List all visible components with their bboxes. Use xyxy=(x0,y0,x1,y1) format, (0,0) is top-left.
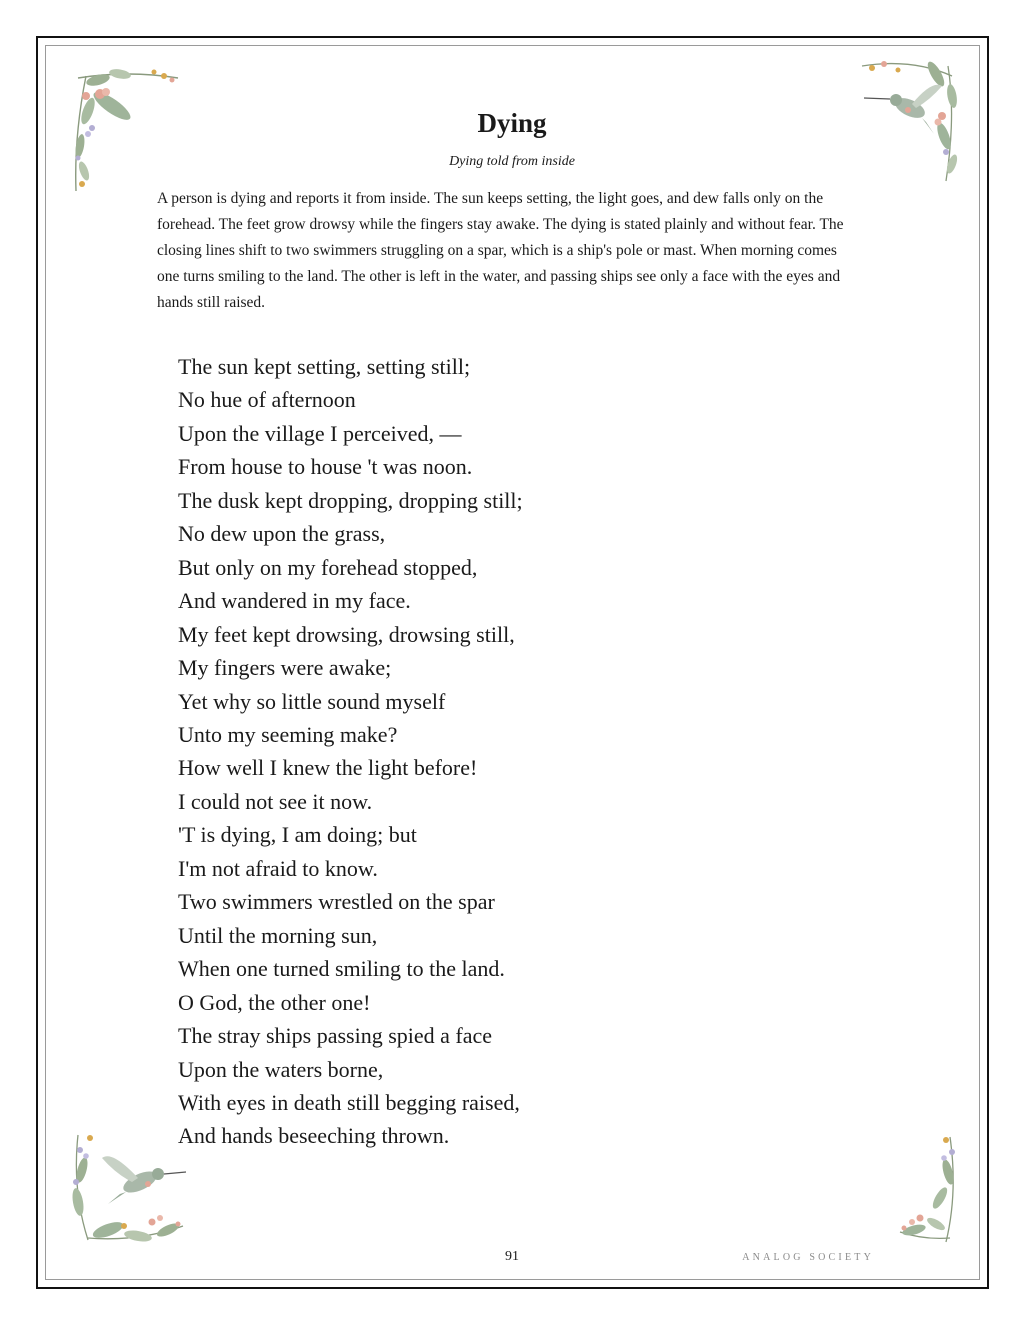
poem-line: But only on my forehead stopped, xyxy=(178,554,478,580)
poem-line: O God, the other one! xyxy=(178,989,371,1015)
poem-text xyxy=(178,350,523,1153)
poem-line: The dusk kept dropping, dropping still; xyxy=(178,487,523,513)
poem-line: Upon the waters borne, xyxy=(178,1056,384,1082)
hummingbird-floral-bottom-left-icon xyxy=(68,1130,193,1245)
poem-line: From house to house 't was noon. xyxy=(178,454,473,480)
page-subtitle: Dying told from inside xyxy=(449,154,575,169)
poem-line: 'T is dying, I am doing; but xyxy=(178,822,417,848)
footer-brand: ANALOG SOCIETY xyxy=(742,1252,874,1263)
poem-line: Upon the village I perceived, — xyxy=(178,420,462,446)
poem-line: I'm not afraid to know. xyxy=(178,855,378,881)
poem-summary: A person is dying and reports it from inside. The sun keeps setting, the light goes, and dew falls only on the forehead. The feet grow drowsy while the fingers stay awake. The dying is stated plainly and without fear. The closing lines shift to two swimmers struggling on a spar, which is a ship's pole or mast. When morning comes one turns smiling to the land. The other is left in the water, and passing ships see only a face with the eyes and hands still raised. xyxy=(157,190,844,311)
poem-line: Unto my seeming make? xyxy=(178,721,398,747)
poem-line: My feet kept drowsing, drowsing still, xyxy=(178,621,515,647)
poem-line: No dew upon the grass, xyxy=(178,521,386,547)
page-title: Dying xyxy=(477,108,547,138)
poem-line: Until the morning sun, xyxy=(178,922,378,948)
poem-line: And wandered in my face. xyxy=(178,588,411,614)
poem-line: The stray ships passing spied a face xyxy=(178,1023,493,1049)
floral-corner-bottom-right-icon xyxy=(890,1132,962,1247)
poem-line: My fingers were awake; xyxy=(178,655,392,681)
poem-line: With eyes in death still begging raised, xyxy=(178,1089,520,1115)
poem-line: I could not see it now. xyxy=(178,788,373,814)
poem-line: No hue of afternoon xyxy=(178,387,356,413)
page-number: 91 xyxy=(505,1249,519,1264)
poem-line: And hands beseeching thrown. xyxy=(178,1123,450,1149)
poem-line: Yet why so little sound myself xyxy=(178,688,446,714)
poem-line: Two swimmers wrestled on the spar xyxy=(178,889,495,915)
poem-line: The sun kept setting, setting still; xyxy=(178,354,471,379)
poem-line: When one turned smiling to the land. xyxy=(178,956,505,982)
poem-line: How well I knew the light before! xyxy=(178,755,478,781)
